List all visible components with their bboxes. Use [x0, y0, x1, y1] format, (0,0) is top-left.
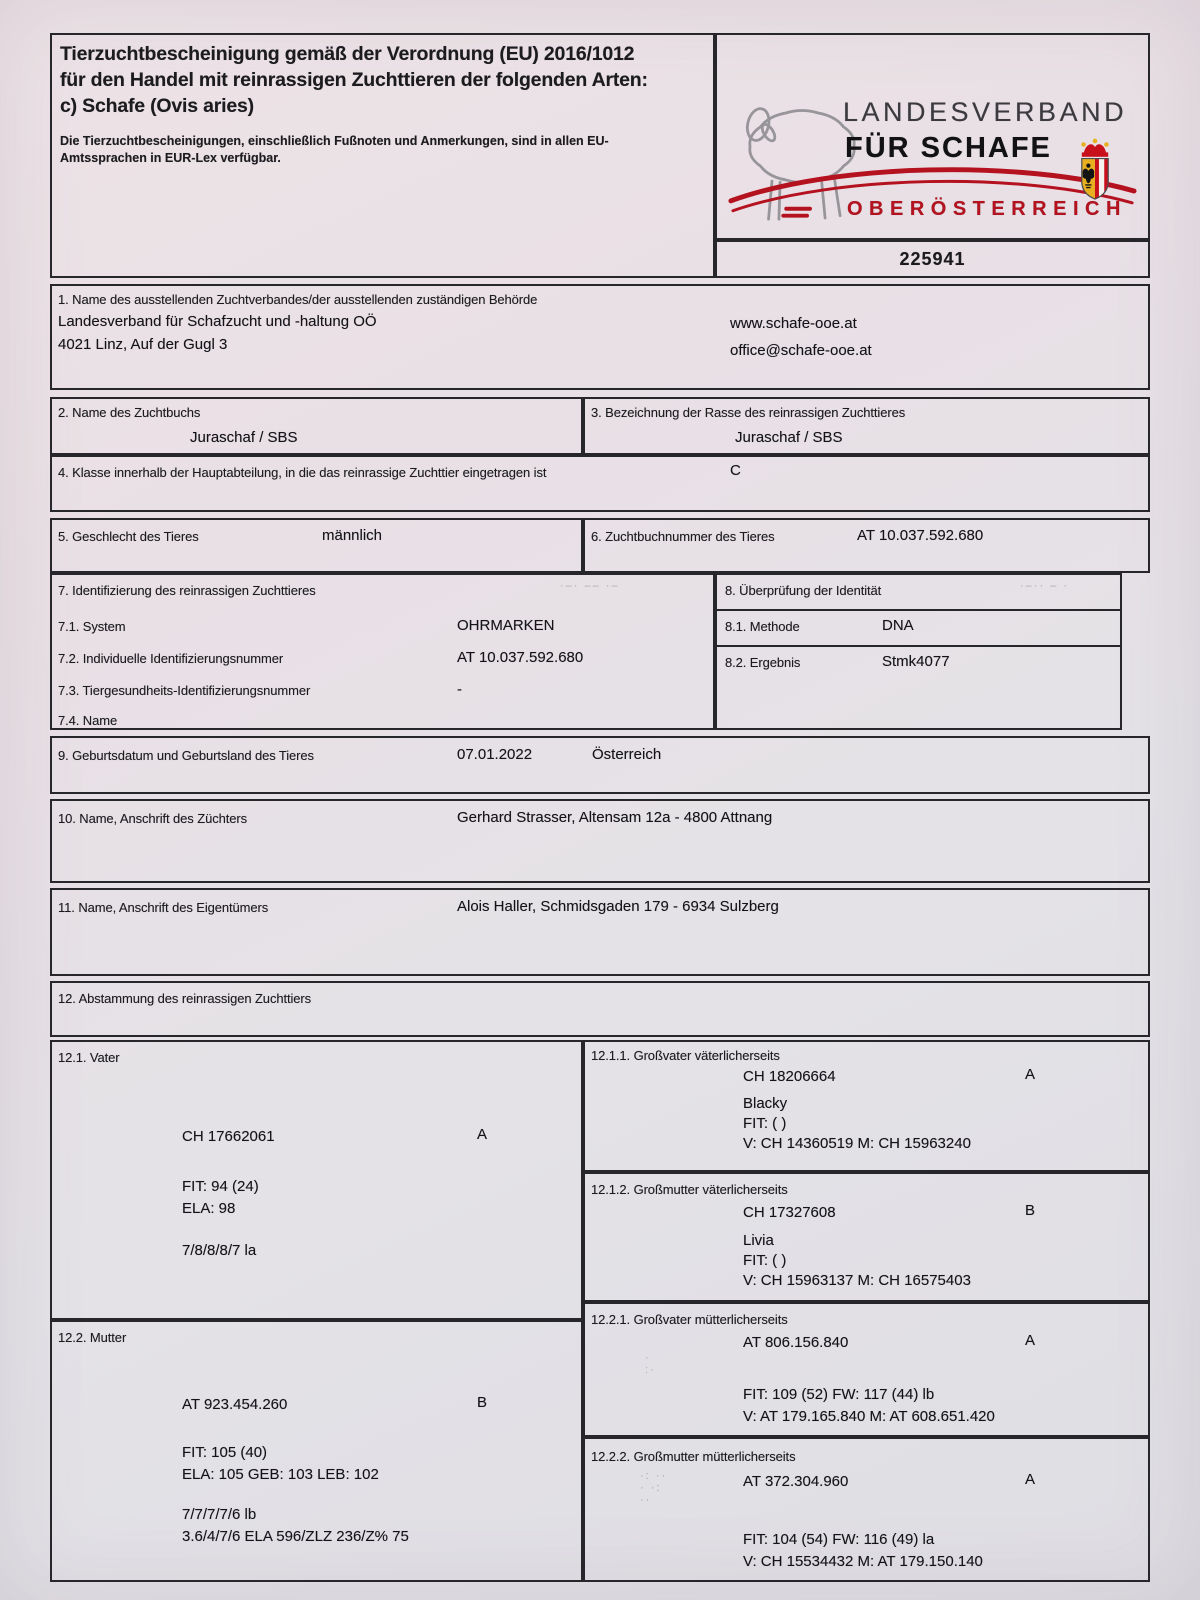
sire-grade: A — [477, 1126, 488, 1143]
upper-austria-coat-of-arms-icon — [1073, 135, 1117, 205]
individual-id-number-value: AT 10.037.592.680 — [457, 649, 584, 666]
herdbook-number-value: AT 10.037.592.680 — [857, 527, 984, 544]
section-2-label: 2. Name des Zuchtbuchs — [58, 405, 201, 420]
class-value: C — [730, 462, 741, 479]
certificate-title-line3: c) Schafe (Ovis aries) — [60, 95, 254, 117]
section-4-label: 4. Klasse innerhalb der Hauptabteilung, in die das reinrassige Zuchttier eingetragen ist — [58, 465, 547, 480]
issuing-org-address: 4021 Linz, Auf der Gugl 3 — [58, 336, 228, 353]
logo-org-name: LANDESVERBAND — [843, 97, 1128, 127]
dam-performance-ela: ELA: 105 GEB: 103 LEB: 102 — [182, 1466, 379, 1483]
section-12-label: 12. Abstammung des reinrassigen Zuchttiers — [58, 991, 312, 1006]
dam-grade: B — [477, 1394, 488, 1411]
scan-smudge: ·–· –– ·– — [560, 580, 620, 592]
section-7-3-label: 7.3. Tiergesundheits-Identifizierungsnummer — [58, 683, 311, 698]
paternal-granddam-label: 12.1.2. Großmutter väterlicherseits — [591, 1182, 788, 1197]
section-9-label: 9. Geburtsdatum und Geburtsland des Tieres — [58, 748, 314, 763]
section-1-issuing-body — [50, 284, 1150, 390]
paternal-grandsire-name: Blacky — [743, 1095, 788, 1112]
maternal-grandsire-id: AT 806.156.840 — [743, 1334, 849, 1351]
health-id-number-value: - — [457, 681, 462, 698]
paternal-grandsire-id: CH 18206664 — [743, 1068, 836, 1085]
certificate-title-line2: für den Handel mit reinrassigen Zuchttieren der folgenden Arten: — [60, 69, 648, 91]
pedigree-sire-cell — [50, 1040, 583, 1320]
dam-id: AT 923.454.260 — [182, 1396, 288, 1413]
section-2-herdbook-name — [50, 397, 583, 455]
section-11-label: 11. Name, Anschrift des Eigentümers — [58, 900, 269, 915]
scan-smudge: · :· — [645, 1352, 656, 1376]
pedigree-dam-cell — [50, 1320, 583, 1582]
section-3-label: 3. Bezeichnung der Rasse des reinrassigen Zuchttieres — [591, 405, 906, 420]
section-5-sex — [50, 518, 583, 573]
sire-performance-scores: 7/8/8/8/7 la — [182, 1242, 257, 1259]
identity-result-value: Stmk4077 — [882, 653, 950, 670]
pedigree-maternal-granddam-cell — [583, 1437, 1150, 1582]
section-8-1-label: 8.1. Methode — [725, 619, 800, 634]
maternal-grandsire-parents: V: AT 179.165.840 M: AT 608.651.420 — [743, 1408, 995, 1425]
paternal-granddam-fit: FIT: ( ) — [743, 1252, 787, 1269]
breed-name-value: Juraschaf / SBS — [735, 429, 843, 446]
section-7-4-label: 7.4. Name — [58, 713, 118, 728]
section-4-class — [50, 455, 1150, 512]
section-7-label: 7. Identifizierung des reinrassigen Zuchttieres — [58, 583, 316, 598]
certificate-number: 225941 — [899, 249, 966, 269]
association-logo-box — [715, 33, 1150, 240]
maternal-granddam-grade: A — [1025, 1471, 1036, 1488]
paternal-grandsire-label: 12.1.1. Großvater väterlicherseits — [591, 1048, 780, 1063]
owner-name-address-value: Alois Haller, Schmidsgaden 179 - 6934 Sulzberg — [457, 898, 779, 915]
section-7-2-label: 7.2. Individuelle Identifizierungsnummer — [58, 651, 284, 666]
eur-lex-note-line2: Amtssprachen in EUR-Lex verfügbar. — [60, 151, 281, 165]
sire-id: CH 17662061 — [182, 1128, 275, 1145]
paternal-grandsire-parents: V: CH 14360519 M: CH 15963240 — [743, 1135, 971, 1152]
certificate-title-box — [50, 33, 715, 278]
section-7-identification — [50, 573, 715, 730]
section-7-1-label: 7.1. System — [58, 619, 126, 634]
section-1-label: 1. Name des ausstellenden Zuchtverbandes/der ausstellenden zuständigen Behörde — [58, 292, 538, 307]
dam-performance-fit: FIT: 105 (40) — [182, 1444, 268, 1461]
paternal-granddam-grade: B — [1025, 1202, 1036, 1219]
maternal-granddam-fit: FIT: 104 (54) FW: 116 (49) la — [743, 1531, 935, 1548]
section-11-owner — [50, 888, 1150, 976]
dam-label: 12.2. Mutter — [58, 1330, 127, 1345]
section-10-breeder — [50, 799, 1150, 883]
maternal-granddam-id: AT 372.304.960 — [743, 1473, 849, 1490]
herdbook-name-value: Juraschaf / SBS — [190, 429, 298, 446]
sire-performance-fit: FIT: 94 (24) — [182, 1178, 259, 1195]
sire-label: 12.1. Vater — [58, 1050, 120, 1065]
certificate-title-line1: Tierzuchtbescheinigung gemäß der Verordnung (EU) 2016/1012 — [60, 43, 635, 65]
section-8-identity-check — [715, 573, 1122, 730]
dam-performance-scores: 7/7/7/7/6 lb — [182, 1506, 257, 1523]
birth-date-value: 07.01.2022 — [457, 746, 533, 763]
maternal-grandsire-grade: A — [1025, 1332, 1036, 1349]
section-8-label: 8. Überprüfung der Identität — [725, 583, 882, 598]
maternal-grandsire-label: 12.2.1. Großvater mütterlicherseits — [591, 1312, 788, 1327]
scan-smudge: ·: ·· · ·: ·· — [640, 1470, 668, 1506]
section-8-2-label: 8.2. Ergebnis — [725, 655, 801, 670]
paternal-grandsire-grade: A — [1025, 1066, 1036, 1083]
maternal-granddam-parents: V: CH 15534432 M: AT 179.150.140 — [743, 1553, 983, 1570]
paternal-grandsire-fit: FIT: ( ) — [743, 1115, 787, 1132]
logo-org-name-2: FÜR SCHAFE — [845, 132, 1052, 164]
sex-value: männlich — [322, 527, 383, 544]
section-3-breed-name — [583, 397, 1150, 455]
paternal-granddam-id: CH 17327608 — [743, 1204, 836, 1221]
issuing-org-website: www.schafe-ooe.at — [730, 315, 857, 332]
logo-region-name: OBERÖSTERREICH — [847, 198, 1127, 220]
section-6-label: 6. Zuchtbuchnummer des Tieres — [591, 529, 775, 544]
dam-performance-extra: 3.6/4/7/6 ELA 596/ZLZ 236/Z% 75 — [182, 1528, 409, 1545]
paternal-granddam-name: Livia — [743, 1232, 774, 1249]
section-12-pedigree-header — [50, 981, 1150, 1037]
maternal-grandsire-fit: FIT: 109 (52) FW: 117 (44) lb — [743, 1386, 935, 1403]
section-9-birth — [50, 736, 1150, 794]
pedigree-maternal-grandsire-cell — [583, 1302, 1150, 1437]
eur-lex-note-line1: Die Tierzuchtbescheinigungen, einschließlich Fußnoten und Anmerkungen, sind in allen EU- — [60, 134, 609, 148]
issuing-org-email: office@schafe-ooe.at — [730, 342, 872, 359]
certificate-number-box — [715, 240, 1150, 278]
maternal-granddam-label: 12.2.2. Großmutter mütterlicherseits — [591, 1449, 796, 1464]
pedigree-paternal-granddam-cell — [583, 1172, 1150, 1302]
birth-country-value: Österreich — [592, 746, 662, 763]
section-10-label: 10. Name, Anschrift des Züchters — [58, 811, 247, 826]
pedigree-paternal-grandsire-cell — [583, 1040, 1150, 1172]
section-5-label: 5. Geschlecht des Tieres — [58, 529, 199, 544]
identity-method-value: DNA — [882, 617, 914, 634]
issuing-org-name: Landesverband für Schafzucht und -haltung OÖ — [58, 313, 377, 330]
paternal-granddam-parents: V: CH 15963137 M: CH 16575403 — [743, 1272, 971, 1289]
scan-smudge: ·–·· – · — [1020, 580, 1069, 592]
section-6-herdbook-number — [583, 518, 1150, 573]
identification-system-value: OHRMARKEN — [457, 617, 555, 634]
sire-performance-ela: ELA: 98 — [182, 1200, 236, 1217]
breeder-name-address-value: Gerhard Strasser, Altensam 12a - 4800 Attnang — [457, 809, 773, 826]
